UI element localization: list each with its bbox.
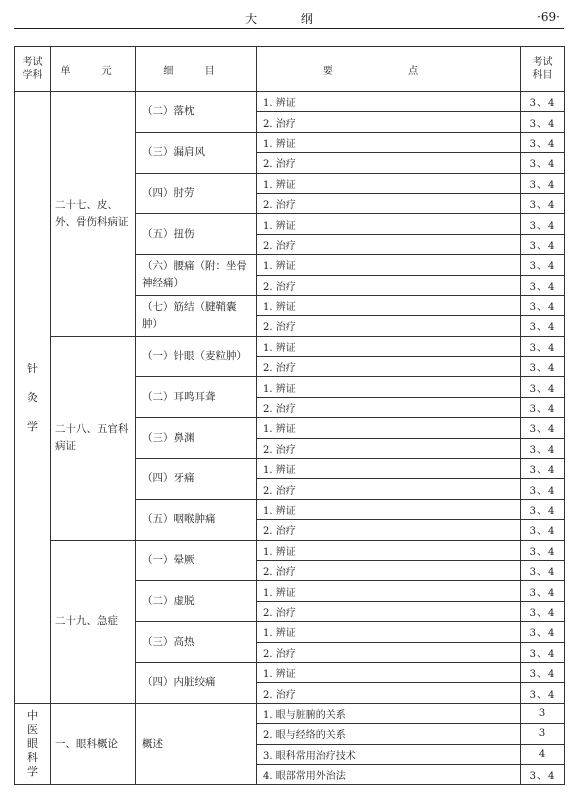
- level-cell: 3、4: [521, 622, 565, 642]
- key-point-cell: 2. 治疗: [257, 520, 521, 540]
- key-point-cell: 2. 治疗: [257, 234, 521, 254]
- key-point-cell: 3. 眼科常用治疗技术: [257, 744, 521, 764]
- level-cell: 3、4: [521, 438, 565, 458]
- item-cell: [136, 662, 257, 703]
- key-point-cell: 2. 治疗: [257, 642, 521, 662]
- column-header-unit-label: 单 元: [60, 65, 126, 77]
- level-cell: 3: [521, 724, 565, 744]
- column-header-unit: [51, 47, 136, 92]
- level-cell: 3、4: [521, 255, 565, 275]
- subject-label: 针灸学: [27, 361, 38, 433]
- key-point-cell: 2. 治疗: [257, 479, 521, 499]
- item-label: （四）内脏绞痛: [142, 676, 216, 689]
- level-cell: 3、4: [521, 112, 565, 132]
- item-label: （六）腰痛（附：坐骨神经痛）: [142, 260, 247, 290]
- item-cell: [136, 295, 257, 336]
- unit-label: 二十八、五官科病证: [55, 423, 129, 453]
- column-header-item: [136, 47, 257, 92]
- key-point-cell: 1. 辨证: [257, 92, 521, 112]
- item-label: （二）虚脱: [142, 594, 195, 607]
- page-number: ·69·: [537, 10, 560, 24]
- unit-cell: [51, 92, 136, 337]
- key-point-cell: 4. 眼部常用外治法: [257, 764, 521, 784]
- unit-cell: [51, 540, 136, 703]
- item-label: （三）高热: [142, 635, 195, 648]
- key-point-cell: 2. 治疗: [257, 560, 521, 580]
- item-cell: [136, 581, 257, 622]
- unit-label: 一、眼科概论: [55, 737, 118, 750]
- level-cell: 3、4: [521, 459, 565, 479]
- running-title: 大 纲: [245, 12, 333, 26]
- key-point-cell: 1. 辨证: [257, 459, 521, 479]
- key-point-cell: 1. 辨证: [257, 173, 521, 193]
- key-point-cell: 1. 辨证: [257, 622, 521, 642]
- level-cell: 3、4: [521, 275, 565, 295]
- table-body: [15, 92, 565, 785]
- item-cell: [136, 499, 257, 540]
- level-cell: 3、4: [521, 234, 565, 254]
- level-cell: 3: [521, 703, 565, 723]
- subject-cell: [15, 92, 51, 704]
- key-point-cell: 1. 辨证: [257, 581, 521, 601]
- level-cell: 3、4: [521, 764, 565, 784]
- key-point-cell: 1. 辨证: [257, 540, 521, 560]
- unit-cell: [51, 703, 136, 785]
- key-point-cell: 2. 眼与经络的关系: [257, 724, 521, 744]
- header-rule: [14, 28, 564, 29]
- column-header-key-points-label: 要 点: [322, 65, 455, 77]
- item-label: （四）肘劳: [142, 186, 195, 199]
- key-point-cell: 1. 辨证: [257, 336, 521, 356]
- level-cell: 3、4: [521, 540, 565, 560]
- level-cell: 3、4: [521, 132, 565, 152]
- item-label: （三）漏肩风: [142, 146, 205, 159]
- level-cell: 3、4: [521, 418, 565, 438]
- item-label: （二）耳鸣耳聋: [142, 390, 216, 403]
- level-cell: 3、4: [521, 397, 565, 417]
- table-row: [15, 703, 565, 723]
- key-point-cell: 1. 辨证: [257, 662, 521, 682]
- item-cell: [136, 418, 257, 459]
- key-point-cell: 2. 治疗: [257, 397, 521, 417]
- column-header-subject-label: 考试学科: [22, 57, 43, 81]
- item-label: 概述: [142, 737, 163, 750]
- subject-label: 中医眼科学: [27, 709, 38, 778]
- item-cell: [136, 214, 257, 255]
- item-cell: [136, 459, 257, 500]
- unit-label: 二十九、急症: [55, 615, 118, 628]
- key-point-cell: 1. 辨证: [257, 255, 521, 275]
- item-cell: [136, 132, 257, 173]
- key-point-cell: 2. 治疗: [257, 438, 521, 458]
- column-header-key-points: [257, 47, 521, 92]
- key-point-cell: 2. 治疗: [257, 275, 521, 295]
- running-header: [14, 8, 564, 28]
- level-cell: 3、4: [521, 683, 565, 703]
- key-point-cell: 2. 治疗: [257, 153, 521, 173]
- key-point-cell: 2. 治疗: [257, 357, 521, 377]
- level-cell: 3、4: [521, 479, 565, 499]
- item-label: （一）晕厥: [142, 553, 195, 566]
- level-cell: 3、4: [521, 92, 565, 112]
- item-label: （三）鼻渊: [142, 431, 195, 444]
- level-cell: 3、4: [521, 520, 565, 540]
- item-label: （五）咽喉肿痛: [142, 513, 216, 526]
- item-label: （二）落枕: [142, 105, 195, 118]
- key-point-cell: 1. 辨证: [257, 418, 521, 438]
- item-cell: [136, 336, 257, 377]
- table-row: [15, 92, 565, 112]
- level-cell: 3、4: [521, 377, 565, 397]
- item-label: （七）筋结（腱鞘囊肿）: [142, 300, 237, 330]
- level-cell: 3、4: [521, 214, 565, 234]
- item-cell: [136, 703, 257, 785]
- level-cell: 3、4: [521, 153, 565, 173]
- table-header-row: [15, 47, 565, 92]
- key-point-cell: 2. 治疗: [257, 601, 521, 621]
- syllabus-table: [14, 46, 565, 785]
- level-cell: 3、4: [521, 316, 565, 336]
- item-cell: [136, 377, 257, 418]
- column-header-level-label: 考试科目: [532, 57, 553, 81]
- level-cell: 3、4: [521, 193, 565, 213]
- item-cell: [136, 540, 257, 581]
- table-row: [15, 540, 565, 560]
- level-cell: 3、4: [521, 642, 565, 662]
- item-label: （一）针眼（麦粒肿）: [142, 350, 247, 363]
- level-cell: 3、4: [521, 601, 565, 621]
- level-cell: 3、4: [521, 581, 565, 601]
- level-cell: 3、4: [521, 499, 565, 519]
- key-point-cell: 2. 治疗: [257, 193, 521, 213]
- level-cell: 3、4: [521, 173, 565, 193]
- unit-label: 二十七、皮、外、骨伤科病证: [55, 198, 129, 228]
- item-cell: [136, 173, 257, 214]
- key-point-cell: 1. 辨证: [257, 499, 521, 519]
- key-point-cell: 2. 治疗: [257, 316, 521, 336]
- key-point-cell: 1. 辨证: [257, 214, 521, 234]
- key-point-cell: 1. 辨证: [257, 295, 521, 315]
- unit-cell: [51, 336, 136, 540]
- item-cell: [136, 622, 257, 663]
- level-cell: 4: [521, 744, 565, 764]
- level-cell: 3、4: [521, 336, 565, 356]
- key-point-cell: 1. 辨证: [257, 132, 521, 152]
- item-cell: [136, 92, 257, 133]
- level-cell: 3、4: [521, 662, 565, 682]
- level-cell: 3、4: [521, 357, 565, 377]
- column-header-level: [521, 47, 565, 92]
- key-point-cell: 1. 辨证: [257, 377, 521, 397]
- key-point-cell: 2. 治疗: [257, 683, 521, 703]
- item-cell: [136, 255, 257, 296]
- subject-cell: [15, 703, 51, 785]
- column-header-item-label: 细 目: [163, 65, 229, 77]
- key-point-cell: 1. 眼与脏腑的关系: [257, 703, 521, 723]
- level-cell: 3、4: [521, 295, 565, 315]
- key-point-cell: 2. 治疗: [257, 112, 521, 132]
- level-cell: 3、4: [521, 560, 565, 580]
- item-label: （五）扭伤: [142, 227, 195, 240]
- column-header-subject: [15, 47, 51, 92]
- table-row: [15, 336, 565, 356]
- item-label: （四）牙痛: [142, 472, 195, 485]
